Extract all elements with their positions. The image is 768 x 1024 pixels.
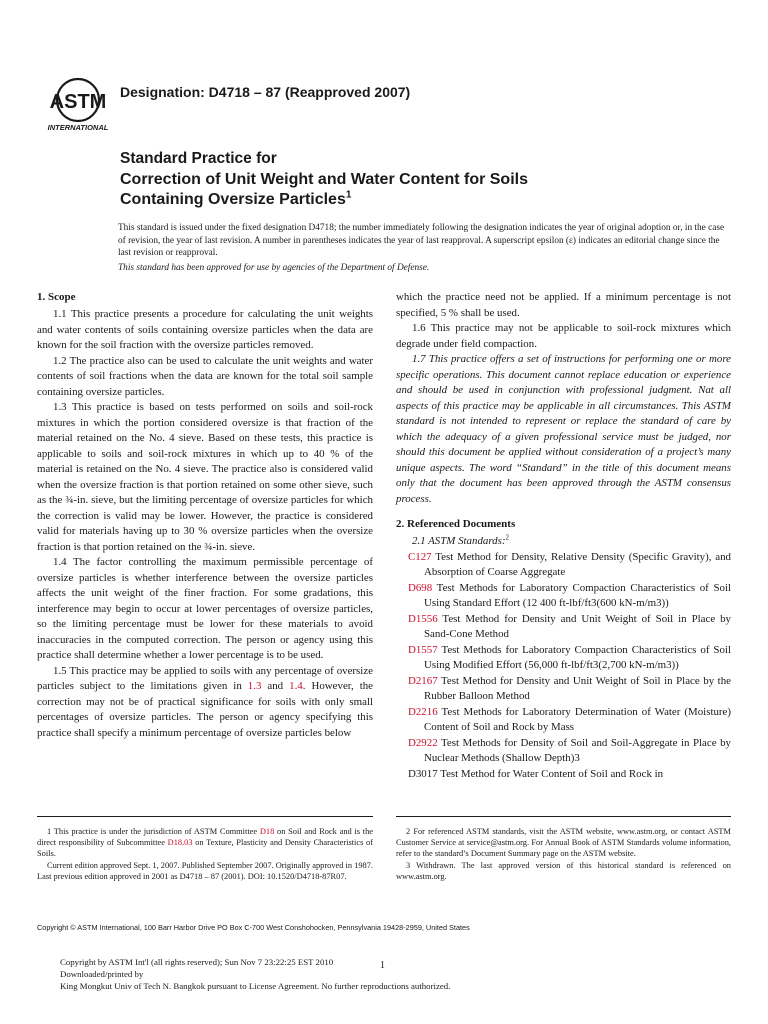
reference-title: Test Methods for Laboratory Compaction Characteristics of Soil Using Modified Effort (56,000 ft-lbf/ft3(2,700 kN-m/m3)) [424, 643, 731, 671]
footnotes-right [396, 826, 731, 882]
link-subcommittee-d18-03[interactable]: D18.03 [167, 838, 193, 848]
link-committee-d18[interactable]: D18 [259, 827, 275, 836]
reference-title: Test Method for Density and Unit Weight of Soil in Place by the Rubber Balloon Method [424, 674, 731, 702]
reference-item [396, 674, 731, 705]
reference-designation-link[interactable]: C127 [408, 550, 432, 563]
reference-item [396, 550, 731, 581]
paragraph-1-7: 1.7 This practice offers a set of instructions for performing one or more specific operations. This document cannot replace education or experience and should be used in conjunction with professional judgment. Nat all aspects of this practice may be applicable in all circumstances. This ASTM standard is not intended to represent or replace the standard of care by which the adequacy of a given professional service must be judged, nor should this document be applied without consideration of a project’s many unique aspects. The word “Standard” in the title of this document means only that the document has been approved through the ASTM consensus process. [396, 353, 731, 505]
reference-item [396, 736, 731, 767]
issued-note: This standard is issued under the fixed designation D4718; the number immediately following the designation indicates the year of original adoption or, in the case of revision, the year of last revision. A number in parentheses indicates the year of last reapproval. A superscript epsilon (ε) indicates an editorial change since the last revision or reapproval. [118, 223, 725, 258]
footnote-1: 1 This practice is under the jurisdiction of ASTM Committee D18 on Soil and Rock and is the direct responsibility of Subcommittee D18.03 on Texture, Plasticity and Density Characteristics of Soils. [37, 827, 373, 859]
link-section-1-3[interactable]: 1.3 [247, 680, 262, 692]
reference-designation-link[interactable]: D698 [408, 581, 433, 594]
reference-designation-link[interactable]: D2922 [408, 736, 438, 749]
footnote-3: 3 Withdrawn. The last approved version of this historical standard is referenced on www.astm.org. [396, 860, 731, 881]
reference-item [396, 612, 731, 643]
reference-item [396, 581, 731, 612]
footnotes-left [37, 826, 373, 882]
title-footnote-mark: 1 [345, 189, 352, 201]
document-title [120, 150, 720, 210]
logo-subtext: INTERNATIONAL [47, 123, 109, 132]
reference-title: Test Methods for Laboratory Determination of Water (Moisture) Content of Soil and Rock by Mass [424, 705, 731, 733]
reference-item [396, 643, 731, 674]
reference-item [396, 767, 731, 783]
reference-designation-link[interactable]: D2216 [408, 705, 438, 718]
section-heading-referenced-documents: 2. Referenced Documents [396, 518, 516, 530]
download-line-2: Downloaded/printed by [60, 969, 144, 979]
astm-logo [42, 76, 114, 132]
logo-text: ASTM [49, 91, 107, 113]
paragraph-1-3: 1.3 This practice is based on tests performed on soils and soil-rock mixtures in which the portion considered oversize is that fraction of the material retained on the No. 4 sieve. Based on these tests, this practice is applicable to soils and soil-rock mixtures in which up to 40 % of the material is retained on the No. 4 sieve. The practice also is considered valid when the oversize fraction is that portion retained on some other sieve, such as the ¾-in. sieve, but the limiting percentage of oversize particles for which the correction is valid may be lower. However, the practice is considered valid for materials having up to 30 % oversize particles when the oversize fraction is that portion retained on the ¾-in. sieve. [37, 401, 373, 553]
reference-designation-link[interactable]: D1556 [408, 612, 438, 625]
page-number: 1 [380, 960, 385, 971]
approved-note: This standard has been approved for use by agencies of the Department of Defense. [118, 263, 430, 273]
download-line-3: King Mongkut Univ of Tech N. Bangkok pursuant to License Agreement. No further reproductions authorized. [60, 981, 451, 991]
reference-title: Test Method for Density and Unit Weight of Soil in Place by Sand-Cone Method [424, 612, 731, 640]
paragraph-1-5: 1.5 This practice may be applied to soils with any percentage of oversize particles subject to the limitations given in 1.3 and 1.4. However, the correction may not be of practical significance for soils with only small percentages of oversize particles. The person or agency specifying this practice shall specify a minimum percentage of oversize particles below [37, 664, 373, 739]
paragraph-1-5-continued: which the practice need not be applied. If a minimum percentage is not specified, 5 % shall be used. [396, 291, 731, 319]
footnote-1-edition: Current edition approved Sept. 1, 2007. Published September 2007. Originally approved in 1987. Last previous edition approved in 2001 as D4718 – 87 (2001). DOI: 10.1520/D4718-87R07. [37, 860, 373, 881]
reference-item [396, 705, 731, 736]
link-section-1-4[interactable]: 1.4 [289, 680, 303, 692]
reference-designation-link: D3017 [408, 767, 438, 780]
footnote-2: 2 For referenced ASTM standards, visit the ASTM website, www.astm.org, or contact ASTM Customer Service at service@astm.org. For Annual Book of ASTM Standards volume information, refer to the standard’s Document Summary page on the ASTM website. [396, 827, 731, 859]
reference-title: Test Methods for Density of Soil and Soil-Aggregate in Place by Nuclear Methods (Shallow Depth)3 [424, 736, 731, 764]
reference-title: Test Method for Density, Relative Density (Specific Gravity), and Absorption of Coarse Aggregate [424, 550, 732, 578]
download-notice [60, 956, 450, 992]
reference-list [396, 550, 731, 783]
title-line-3: Containing Oversize Particles$^1$ [120, 189, 352, 208]
reference-designation-link[interactable]: D1557 [408, 643, 438, 656]
paragraph-1-2: 1.2 The practice also can be used to calculate the unit weights and water contents of soil fractions when the data are known for the total soil sample containing oversize particles. [37, 354, 373, 398]
paragraph-1-1: 1.1 This practice presents a procedure for calculating the unit weights and water contents of soils containing oversize particles when the data are known for the soil fraction with the oversize particles removed. [37, 308, 373, 351]
paragraph-1-4: 1.4 The factor controlling the maximum permissible percentage of oversize particles is whether interference between the oversize particles affects the unit weight of the finer fraction. For some gradations, this interference may begin to occur at lower percentages of oversize particles, so the limiting percentage must be lower for these materials to avoid inaccuracies in the computed correction. The person or agency using this practice shall determine whether a lower percentage is to be used. [37, 556, 373, 661]
copyright-line: Copyright © ASTM International, 100 Barr Harbor Drive PO Box C-700 West Conshohocken, Pennsylvania 19428-2959, United States [37, 923, 470, 932]
astm-standards-subheading: 2.1 ASTM Standards:$^2$ [412, 533, 509, 547]
reference-title: Test Methods for Laboratory Compaction Characteristics of Soil Using Standard Effort (12 400 ft-lbf/ft3(600 kN-m/m3)) [424, 581, 731, 609]
download-line-1: Copyright by ASTM Int'l (all rights reserved); Sun Nov 7 23:22:25 EST 2010 [60, 957, 334, 967]
title-line-2: Correction of Unit Weight and Water Content for Soils [120, 171, 528, 188]
reference-title: Test Method for Water Content of Soil and Rock in [440, 767, 664, 780]
right-column [396, 290, 731, 782]
section-heading-scope: 1. Scope [37, 291, 76, 303]
designation: Designation: D4718 – 87 (Reapproved 2007) [120, 84, 411, 100]
paragraph-1-6: 1.6 This practice may not be applicable to soil-rock mixtures which degrade under field compaction. [396, 322, 731, 350]
title-line-1: Standard Practice for [120, 150, 277, 167]
left-column [37, 290, 373, 741]
footnote-divider-right [396, 816, 731, 817]
footnote-divider-left [37, 816, 373, 817]
reference-designation-link[interactable]: D2167 [408, 674, 438, 687]
